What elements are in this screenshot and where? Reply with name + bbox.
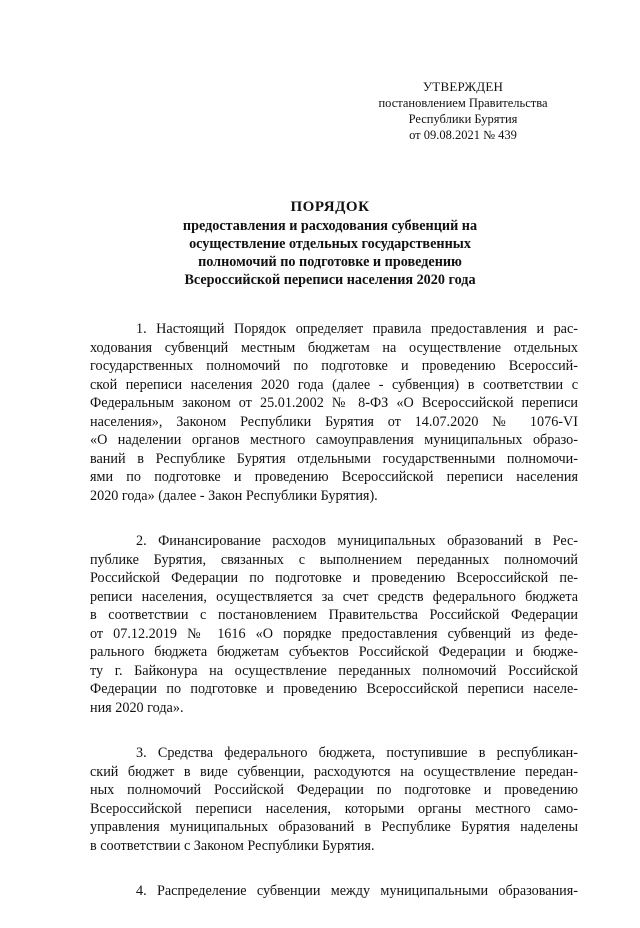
- title-line: осуществление отдельных государственных: [189, 236, 471, 252]
- paragraph-line: в соответствии с постановлением Правительства Российской Федерации: [90, 607, 578, 623]
- paragraph-line: ской переписи населения 2020 года (далее - субвенция) в соответствии с: [90, 376, 578, 393]
- paragraph-line: ский бюджет в виде субвенции, расходуются на осуществление передан-: [90, 763, 578, 780]
- paragraph-line: 2020 года» (далее - Закон Республики Бурятия).: [90, 487, 378, 504]
- title-line: предоставления и расходования субвенций на: [182, 218, 478, 234]
- paragraph-line: ходования субвенций местным бюджетам на осуществление отдельных: [90, 339, 578, 356]
- paragraph-line: 3. Средства федерального бюджета, поступившие в республикан-: [136, 745, 578, 761]
- paragraph-line: ния 2020 года».: [90, 699, 184, 716]
- paragraph-line: Российской Федерации по подготовке и проведению Всероссийской пе-: [90, 570, 578, 586]
- title-main: ПОРЯДОК: [290, 199, 370, 215]
- paragraph-line: Федеральным законом от 25.01.2002 № 8-ФЗ «О Всероссийской переписи: [90, 395, 578, 411]
- paragraph-line: публике Бурятия, связанных с выполнением переданных полномочий: [90, 551, 578, 568]
- paragraph-line: 2. Финансирование расходов муниципальных образований в Рес-: [136, 533, 578, 549]
- paragraph-3: [90, 744, 578, 855]
- title-line: полномочий по подготовке и проведению: [198, 254, 462, 270]
- paragraph-line: рального бюджета бюджетам субъектов Российской Федерации и бюдже-: [90, 644, 578, 660]
- paragraph-1: [90, 320, 578, 505]
- paragraph-line: управления муниципальных образований в Республике Бурятия наделены: [90, 819, 578, 835]
- approval-line: Республики Бурятия: [408, 112, 518, 126]
- approval-heading: УТВЕРЖДЕН: [422, 79, 504, 94]
- paragraph-line: ту г. Байконура на осуществление переданных полномочий Российской: [90, 662, 578, 679]
- paragraph-4: [90, 882, 578, 901]
- paragraph-line: населения», Законом Республики Бурятия от 14.07.2020 № 1076-VI: [90, 413, 578, 430]
- paragraph-line: «О наделении органов местного самоуправления муниципальных образо-: [90, 432, 578, 448]
- approval-stamp: [372, 79, 554, 143]
- title-line: Всероссийской переписи населения 2020 года: [184, 272, 476, 288]
- paragraph-line: ваний в Республике Бурятия отдельными государственными полномочи-: [90, 450, 578, 467]
- paragraph-line: в соответствии с Законом Республики Бурятия.: [90, 837, 375, 854]
- paragraph-2: [90, 532, 578, 717]
- approval-date: от 09.08.2021 № 439: [409, 128, 517, 142]
- paragraph-line: ных полномочий Российской Федерации по подготовке и проведению: [90, 782, 578, 798]
- paragraph-line: 1. Настоящий Порядок определяет правила предоставления и рас-: [136, 321, 578, 337]
- approval-line: постановлением Правительства: [378, 96, 548, 110]
- paragraph-line: Федерации по подготовке и проведению Всероссийской переписи населе-: [90, 681, 578, 697]
- document-body: [90, 320, 578, 928]
- paragraph-line: реписи населения, осуществляется за счет средств федерального бюджета: [90, 588, 578, 605]
- paragraph-line: ями по подготовке и проведению Всероссийской переписи населения: [90, 469, 578, 485]
- paragraph-line: Всероссийской переписи населения, которыми органы местного само-: [90, 800, 578, 817]
- document-title: [100, 198, 560, 289]
- paragraph-line: 4. Распределение субвенции между муниципальными образования-: [136, 883, 578, 899]
- paragraph-line: от 07.12.2019 № 1616 «О порядке предоставления субвенций из феде-: [90, 625, 578, 642]
- paragraph-line: государственных полномочий по подготовке и проведению Всероссий-: [90, 358, 578, 374]
